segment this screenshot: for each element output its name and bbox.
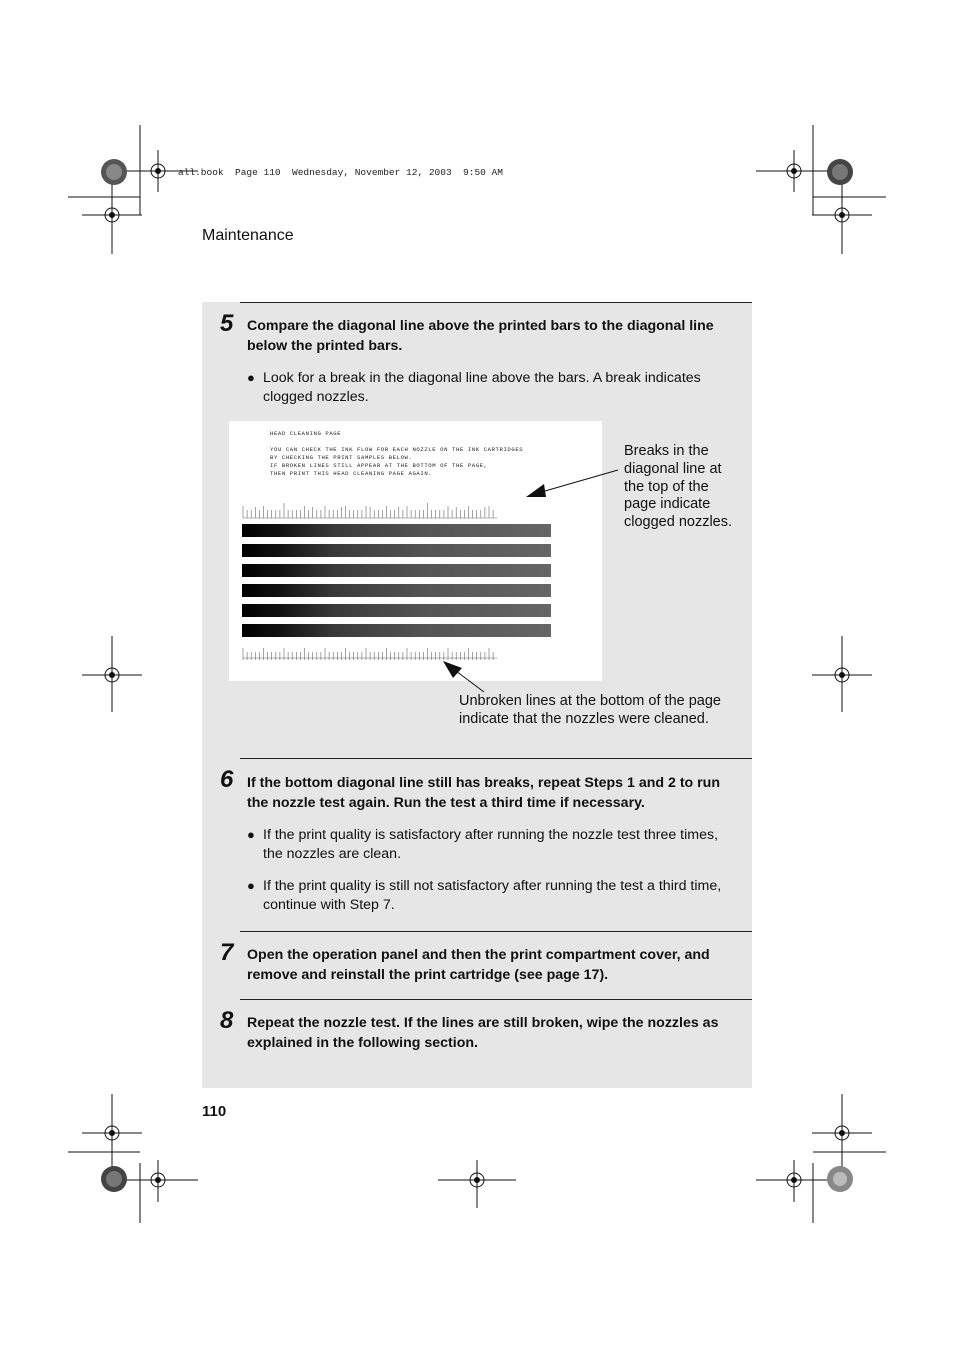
page-number: 110 xyxy=(202,1103,227,1120)
figure-text-line: YOU CAN CHECK THE INK FLOW FOR EACH NOZZLE ON THE INK CARTRIDGES xyxy=(270,446,524,453)
callout-top: Breaks in the diagonal line at the top of the page indicate clogged nozzles. xyxy=(624,443,733,531)
figure-text-line: THEN PRINT THIS HEAD CLEANING PAGE AGAIN. xyxy=(270,470,433,477)
step-divider xyxy=(240,758,752,759)
list-item xyxy=(247,877,739,914)
step-text: Compare the diagonal line above the printed bars to the diagonal line below the printed bars. xyxy=(247,318,714,354)
bullet-text: If the print quality is still not satisfactory after running the test a third time, continue with Step 7. xyxy=(263,878,722,913)
figure-title: HEAD CLEANING PAGE xyxy=(270,430,342,437)
step-number: 5 xyxy=(220,310,234,337)
bullet-icon: ● xyxy=(247,878,255,893)
bullet-text: If the print quality is satisfactory after running the nozzle test three times, the nozzles are clean. xyxy=(263,827,719,862)
callout-bottom: Unbroken lines at the bottom of the page indicate that the nozzles were cleaned. xyxy=(459,693,721,727)
bullet-icon: ● xyxy=(247,370,255,385)
step-divider xyxy=(240,999,752,1000)
step-number: 8 xyxy=(220,1007,234,1034)
section-title: Maintenance xyxy=(202,227,294,244)
printer-header: all.book Page 110 Wednesday, November 12, 2003 9:50 AM xyxy=(178,167,503,178)
figure-text-line: IF BROKEN LINES STILL APPEAR AT THE BOTTOM OF THE PAGE, xyxy=(270,462,488,469)
step-number: 7 xyxy=(220,939,234,966)
figure-text-line: BY CHECKING THE PRINT SAMPLES BELOW. xyxy=(270,454,413,461)
step-text: Open the operation panel and then the print compartment cover, and remove and reinstall the print cartridge (see page 17). xyxy=(247,947,710,983)
bullet-text: Look for a break in the diagonal line above the bars. A break indicates clogged nozzles. xyxy=(263,370,701,405)
step-text: Repeat the nozzle test. If the lines are still broken, wipe the nozzles as explained in the following section. xyxy=(247,1015,719,1051)
step-text: If the bottom diagonal line still has breaks, repeat Steps 1 and 2 to run the nozzle test again. Run the test a third time if necessary. xyxy=(247,775,721,811)
step-number: 6 xyxy=(220,766,234,793)
step-divider xyxy=(240,931,752,932)
bullet-icon: ● xyxy=(247,827,255,842)
list-item xyxy=(247,826,739,863)
